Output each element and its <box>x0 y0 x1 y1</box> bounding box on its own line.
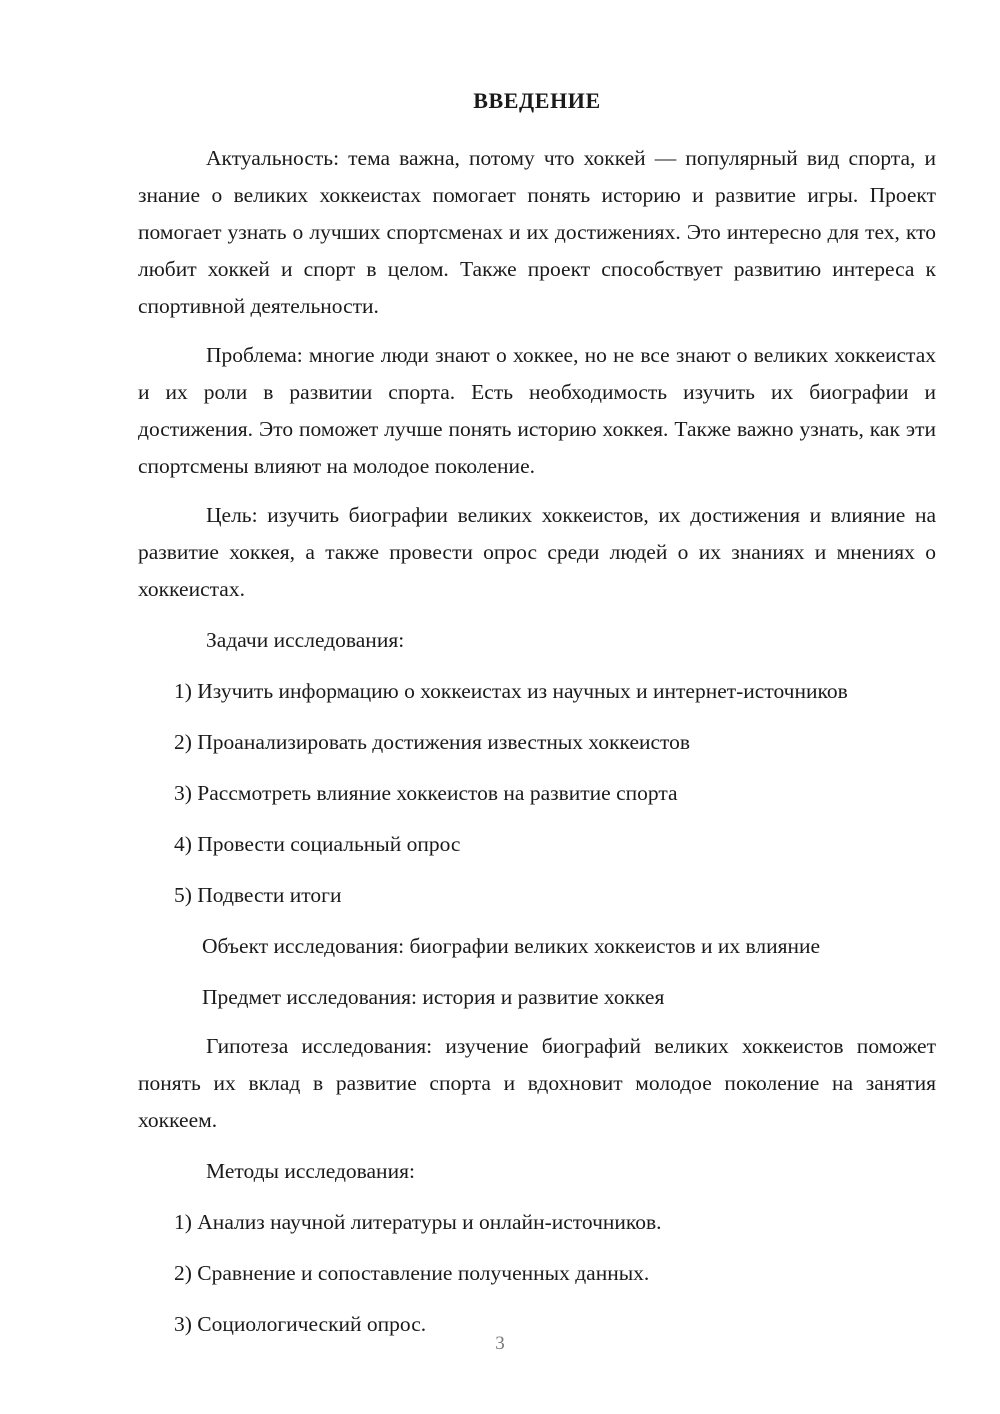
task-item-3: 3) Рассмотреть влияние хоккеистов на развитие спорта <box>174 780 678 805</box>
method-item-3: 3) Социологический опрос. <box>174 1311 427 1336</box>
method-item-2: 2) Сравнение и сопоставление полученных данных. <box>174 1260 650 1285</box>
paragraph-problem: Проблема: многие люди знают о хоккее, но не все знают о великих хоккеистах и их роли в развитии спорта. Есть необходимость изучить их биографии и достижения. Это поможет лучше понять историю хоккея. Также важно узнать, как эти спортсмены влияют на молодое поколение. <box>138 343 936 479</box>
paragraph-relevance: Актуальность: тема важна, потому что хоккей — популярный вид спорта, и знание о великих хоккеистах помогает понять историю и развитие игры. Проект помогает узнать о лучших спортсменах и их достижениях. Это интересно для тех, кто любит хоккей и спорт в целом. Также проект способствует развитию интереса к спортивной деятельности. <box>138 146 936 319</box>
heading-methods: Методы исследования: <box>206 1158 415 1183</box>
page-number: 3 <box>495 1333 505 1354</box>
paragraph-subject: Предмет исследования: история и развитие хоккея <box>202 984 665 1009</box>
heading-tasks: Задачи исследования: <box>206 628 405 653</box>
method-item-1: 1) Анализ научной литературы и онлайн-источников. <box>174 1209 662 1234</box>
task-item-1: 1) Изучить информацию о хоккеистах из научных и интернет-источников <box>174 678 848 703</box>
document-body <box>138 88 936 1343</box>
paragraph-hypothesis: Гипотеза исследования: изучение биографий великих хоккеистов поможет понять их вклад в развитие спорта и вдохновит молодое поколение на занятия хоккеем. <box>138 1033 936 1132</box>
task-item-5: 5) Подвести итоги <box>174 882 342 907</box>
paragraph-object: Объект исследования: биографии великих хоккеистов и их влияние <box>202 933 821 958</box>
paragraph-goal: Цель: изучить биографии великих хоккеистов, их достижения и влияние на развитие хоккея, а также провести опрос среди людей о их знаниях и мнениях о хоккеистах. <box>138 503 936 602</box>
page-title: ВВЕДЕНИЕ <box>473 88 601 113</box>
task-item-2: 2) Проанализировать достижения известных хоккеистов <box>174 729 691 754</box>
task-item-4: 4) Провести социальный опрос <box>174 831 461 856</box>
